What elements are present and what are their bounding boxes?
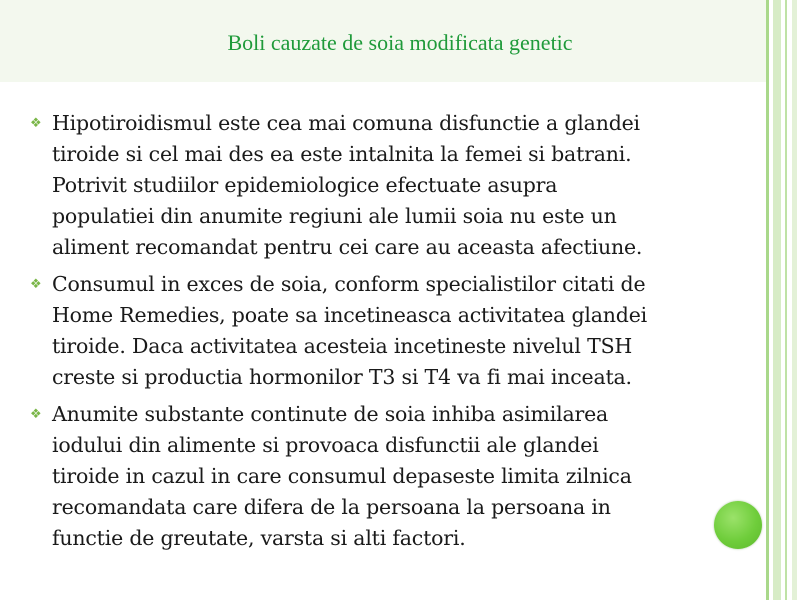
bullet-line: creste si productia hormonilor T3 si T4 va fi mai inceata. — [52, 365, 632, 389]
bullet-line: tiroide in cazul in care consumul depaseste limita zilnica — [52, 464, 632, 488]
bullet-line: aliment recomandat pentru cei care au aceasta afectiune. — [52, 235, 643, 259]
bullet-line: populatiei din anumite regiuni ale lumii soia nu este un — [52, 204, 617, 228]
bullet-line: tiroide si cel mai des ea este intalnita la femei si batrani. — [52, 142, 632, 166]
bullet-line: Anumite substante continute de soia inhiba asimilarea — [52, 402, 609, 426]
decorative-stripes — [766, 0, 800, 600]
bullet-item — [30, 108, 765, 263]
bullet-list — [30, 108, 765, 560]
decorative-circle — [714, 501, 762, 549]
diamond-bullet-icon: ❖ — [30, 116, 42, 131]
slide-title: Boli cauzate de soia modificata genetic — [227, 30, 573, 55]
stripe — [785, 0, 787, 600]
stripe — [792, 0, 797, 600]
diamond-bullet-icon: ❖ — [30, 407, 42, 422]
bullet-line: tiroide. Daca activitatea acesteia incetineste nivelul TSH — [52, 334, 633, 358]
bullet-line: Home Remedies, poate sa incetineasca activitatea glandei — [52, 303, 648, 327]
bullet-line: iodului din alimente si provoaca disfunctii ale glandei — [52, 433, 599, 457]
bullet-item — [30, 269, 765, 393]
bullet-item — [30, 399, 765, 554]
bullet-line: functie de greutate, varsta si alti factori. — [52, 526, 466, 550]
stripe — [766, 0, 769, 600]
bullet-line: Consumul in exces de soia, conform specialistilor citati de — [52, 272, 646, 296]
bullet-line: Hipotiroidismul este cea mai comuna disfunctie a glandei — [52, 111, 640, 135]
diamond-bullet-icon: ❖ — [30, 277, 42, 292]
bullet-line: Potrivit studiilor epidemiologice efectuate asupra — [52, 173, 558, 197]
stripe — [773, 0, 781, 600]
bullet-line: recomandata care difera de la persoana la persoana in — [52, 495, 611, 519]
